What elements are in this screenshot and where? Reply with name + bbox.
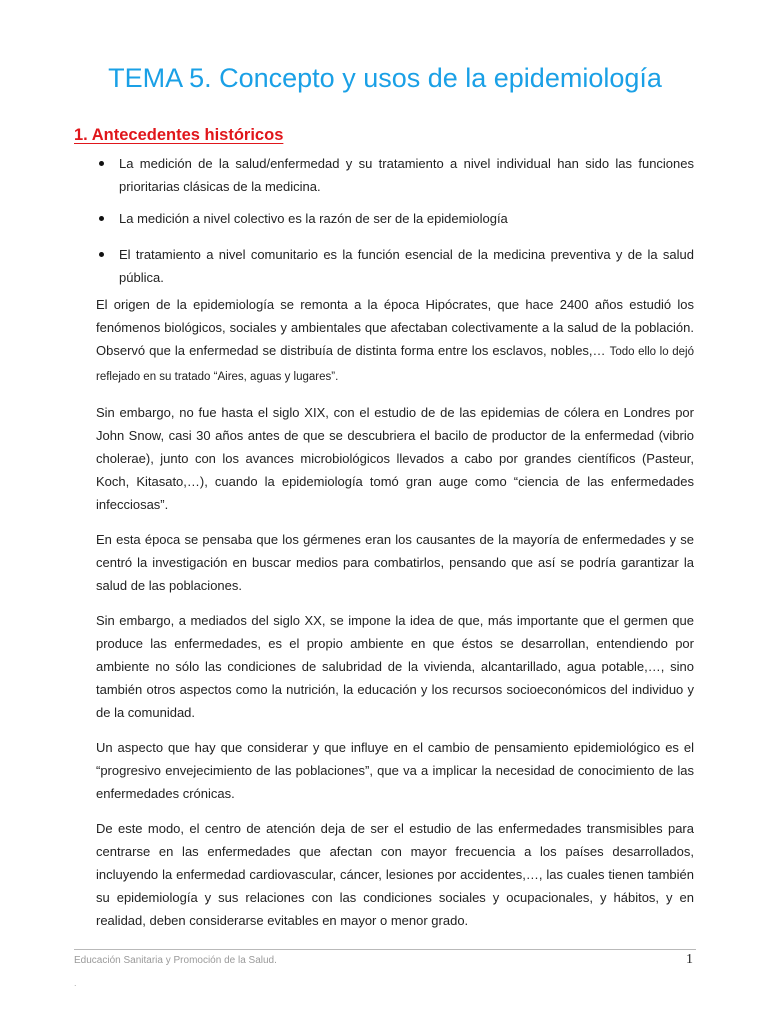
body-text [96, 293, 694, 944]
paragraph-envejecimiento: Un aspecto que hay que considerar y que influye en el cambio de pensamiento epidemiológico es el “progresivo envejecimiento de las poblaciones”, que va a implicar la necesidad de conocimiento de las enfermedades crónicas. [96, 740, 694, 801]
footer-text: Educación Sanitaria y Promoción de la Salud. [74, 955, 277, 966]
bullet-text: La medición a nivel colectivo es la razón de ser de la epidemiología [119, 211, 508, 226]
bullet-dot-icon [99, 216, 104, 221]
bullet-text: La medición de la salud/enfermedad y su tratamiento a nivel individual han sido las funciones prioritarias clásicas de la medicina. [119, 156, 694, 194]
bullet-item [74, 207, 694, 230]
paragraph-germenes: En esta época se pensaba que los gérmenes eran los causantes de la mayoría de enfermedades y se centró la investigación en buscar medios para combatirlos, pensando que así se podría garantizar la salud de las poblaciones. [96, 532, 694, 593]
bullet-dot-icon [99, 252, 104, 257]
bullet-dot-icon [99, 161, 104, 166]
bullet-text: El tratamiento a nivel comunitario es la función esencial de la medicina preventiva y de la salud pública. [119, 247, 694, 285]
page-title: TEMA 5. Concepto y usos de la epidemiología [108, 63, 662, 94]
paragraph-hipocrates [96, 293, 694, 389]
paragraph-snow: Sin embargo, no fue hasta el siglo XIX, con el estudio de de las epidemias de cólera en Londres por John Snow, casi 30 años antes de que se descubriera el bacilo de productor de la enfermedad (vibrio cholerae), junto con los avances microbiológicos llevados a cabo por grandes científicos (Pasteur, Koch, Kitasato,…), cuando la epidemiología tomó gran auge como “ciencia de las enfermedades infecciosas”. [96, 405, 694, 512]
bullet-list [74, 152, 694, 298]
bullet-item [74, 152, 694, 198]
section-heading: 1. Antecedentes históricos [74, 126, 284, 144]
page-number: 1 [686, 952, 693, 967]
paragraph-centro-atencion: De este modo, el centro de atención deja de ser el estudio de las enfermedades transmisibles para centrarse en las enfermedades que afectan con mayor frecuencia a los países desarrollados, incluyendo la enfermedad cardiovascular, cáncer, lesiones por accidentes,…, las cuales tienen también su epidemiología y sus relaciones con las condiciones sociales y ocupacionales, y hábitos, y en realidad, deben considerarse evitables en mayor o menor grado. [96, 821, 694, 928]
paragraph-text: El origen de la epidemiología se remonta a la época Hipócrates, que hace 2400 años estudió los fenómenos biológicos, sociales y ambientales que afectaban colectivamente a la salud de la población. Observó que la enfermedad se distribuía de distinta forma entre los esclavos, nobles,… [96, 297, 694, 358]
bullet-item [74, 243, 694, 289]
footer-divider [74, 949, 696, 950]
paragraph-note: Todo ello lo dejó reflejado en su tratado “Aires, aguas y lugares”. [96, 346, 694, 383]
paragraph-siglo-xx: Sin embargo, a mediados del siglo XX, se impone la idea de que, más importante que el germen que produce las enfermedades, es el propio ambiente en que éstos se desarrollan, entendiendo por ambiente no sólo las condiciones de salubridad de la vivienda, alcantarillado, agua potable,…, sino también otros aspectos como la nutrición, la educación y los recursos socioeconómicos del individuo y de la comunidad. [96, 613, 694, 720]
footer-mark: . [74, 978, 77, 988]
